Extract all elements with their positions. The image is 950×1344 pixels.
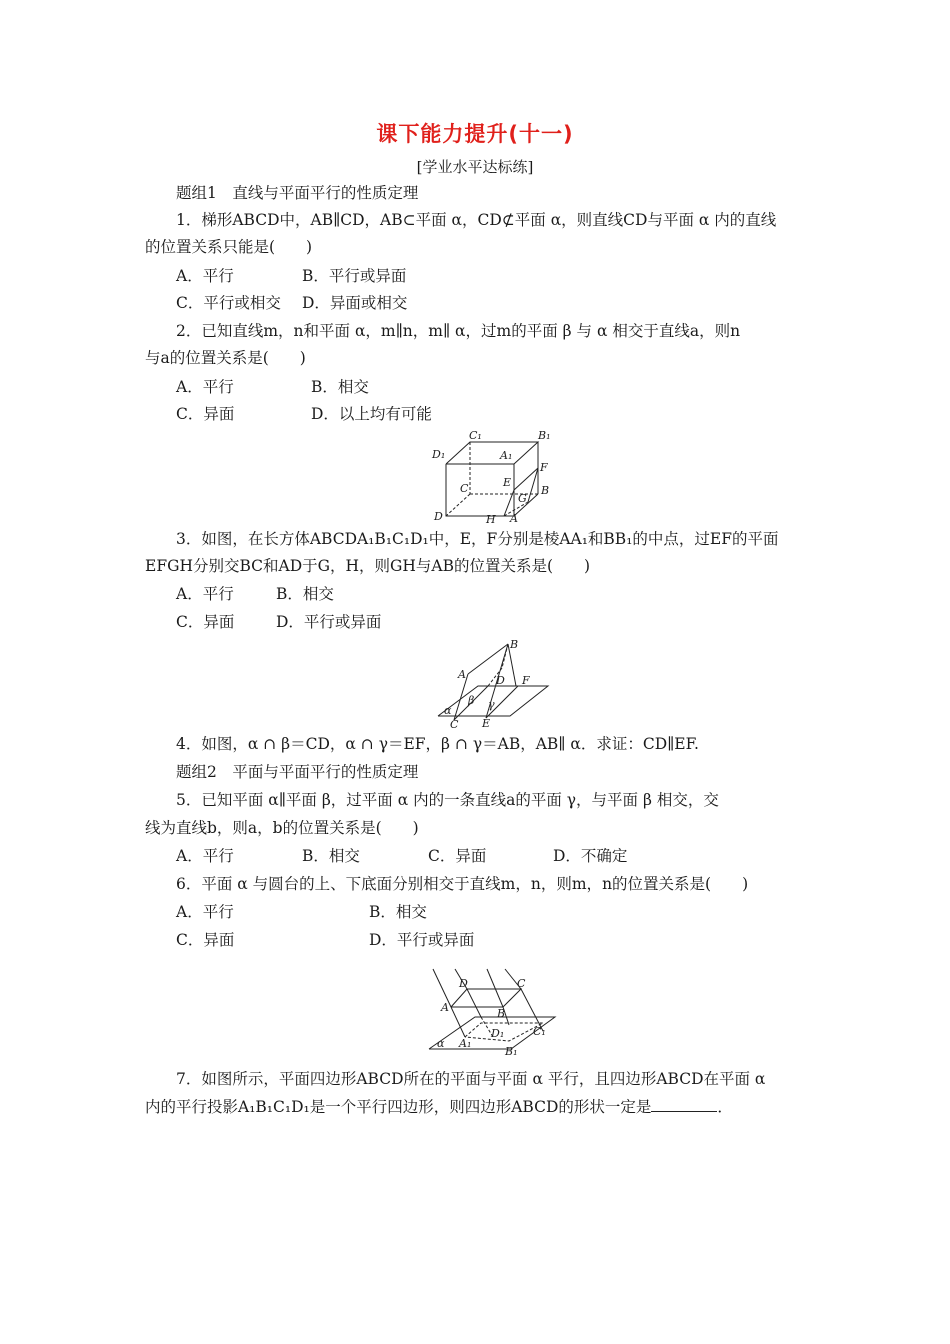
label-C1: C₁	[469, 429, 482, 442]
label-D1: D₁	[491, 1027, 505, 1040]
q3-option-c[interactable]: C．异面	[176, 613, 235, 631]
q7-answer-blank[interactable]	[651, 1097, 717, 1112]
q6-stem-line1: 6．平面 α 与圆台的上、下底面分别相交于直线m，n，则m，n的位置关系是( )	[176, 875, 749, 893]
q5-option-c[interactable]: C．异面	[428, 847, 487, 865]
q5-stem-line2: 线为直线b，则a，b的位置关系是( )	[145, 819, 419, 837]
label-C: C	[517, 977, 526, 990]
label-A1: A₁	[500, 449, 513, 462]
label-gamma: γ	[488, 698, 495, 711]
q7-stem-line1: 7．如图所示，平面四边形ABCD所在的平面与平面 α 平行，且四边形ABCD在平面 α	[176, 1070, 766, 1088]
label-B1: B₁	[538, 429, 551, 442]
projection-figure	[425, 965, 560, 1057]
q5-option-a[interactable]: A．平行	[176, 847, 234, 865]
q2-stem-line2: 与a的位置关系是( )	[145, 349, 306, 367]
q2-option-a[interactable]: A．平行	[176, 378, 234, 396]
label-F: F	[522, 674, 530, 687]
q3-option-d[interactable]: D．平行或异面	[276, 613, 382, 631]
label-E: E	[503, 476, 512, 489]
label-A1: A₁	[459, 1037, 472, 1050]
q3-option-a[interactable]: A．平行	[176, 585, 234, 603]
q3-option-b[interactable]: B．相交	[276, 585, 334, 603]
q6-option-c[interactable]: C．异面	[176, 931, 235, 949]
q5-option-b[interactable]: B．相交	[302, 847, 360, 865]
label-E: E	[482, 717, 491, 730]
label-F: F	[540, 461, 548, 474]
label-alpha: α	[444, 704, 452, 717]
q3-stem-line2: EFGH分别交BC和AD于G，H，则GH与AB的位置关系是( )	[145, 557, 591, 575]
label-B1: B₁	[505, 1045, 518, 1058]
label-alpha: α	[437, 1037, 445, 1050]
q1-stem-line2: 的位置关系只能是( )	[145, 238, 313, 256]
q7-stem-end: ．	[717, 1098, 733, 1116]
label-D1: D₁	[432, 448, 446, 461]
label-B: B	[510, 638, 519, 651]
q2-option-b[interactable]: B．相交	[311, 378, 369, 396]
cuboid-figure	[420, 428, 560, 528]
q2-option-c[interactable]: C．异面	[176, 405, 235, 423]
q6-option-d[interactable]: D．平行或异面	[369, 931, 475, 949]
q3-stem-line1: 3．如图，在长方体ABCDA₁B₁C₁D₁中，E，F分别是棱AA₁和BB₁的中点，过EF的平面	[176, 530, 779, 548]
label-D: D	[459, 977, 468, 990]
q1-option-d[interactable]: D．异面或相交	[302, 294, 408, 312]
label-C: C	[450, 718, 459, 731]
q2-option-d[interactable]: D．以上均有可能	[311, 405, 432, 423]
page-subtitle: [学业水平达标练]	[416, 158, 534, 176]
group1-heading: 题组1 直线与平面平行的性质定理	[176, 184, 419, 202]
q1-option-c[interactable]: C．平行或相交	[176, 294, 281, 312]
q5-option-d[interactable]: D．不确定	[553, 847, 628, 865]
q1-option-a[interactable]: A．平行	[176, 267, 234, 285]
label-H: H	[486, 513, 496, 526]
label-D: D	[496, 674, 505, 687]
label-C: C	[460, 482, 469, 495]
q7-stem-text: 内的平行投影A₁B₁C₁D₁是一个平行四边形，则四边形ABCD的形状一定是	[145, 1098, 652, 1116]
q1-stem-line1: 1．梯形ABCD中，AB∥CD，AB⊂平面 α，CD⊄平面 α，则直线CD与平面 α 内的直线	[176, 211, 777, 229]
q2-stem-line1: 2．已知直线m，n和平面 α，m∥n，m∥ α，过m的平面 β 与 α 相交于直线a，则n	[176, 322, 741, 340]
label-A: A	[510, 512, 518, 525]
q7-stem-line2	[145, 1097, 733, 1117]
q1-option-b[interactable]: B．平行或异面	[302, 267, 407, 285]
label-G: G	[518, 492, 527, 505]
label-beta: β	[468, 694, 475, 707]
label-D: D	[434, 510, 443, 523]
label-A: A	[441, 1001, 449, 1014]
label-B: B	[541, 484, 550, 497]
planes-figure	[430, 638, 560, 730]
q5-stem-line1: 5．已知平面 α∥平面 β，过平面 α 内的一条直线a的平面 γ，与平面 β 相交，交	[176, 791, 719, 809]
q6-option-a[interactable]: A．平行	[176, 903, 234, 921]
page-title: 课下能力提升(十一)	[376, 122, 574, 146]
q6-option-b[interactable]: B．相交	[369, 903, 427, 921]
group2-heading: 题组2 平面与平面平行的性质定理	[176, 763, 419, 781]
label-C1: C₁	[533, 1025, 546, 1038]
label-B: B	[497, 1007, 506, 1020]
q4-stem: 4．如图，α ∩ β＝CD，α ∩ γ＝EF，β ∩ γ＝AB，AB∥ α．求证：CD∥EF.	[176, 735, 699, 753]
label-A: A	[458, 668, 466, 681]
